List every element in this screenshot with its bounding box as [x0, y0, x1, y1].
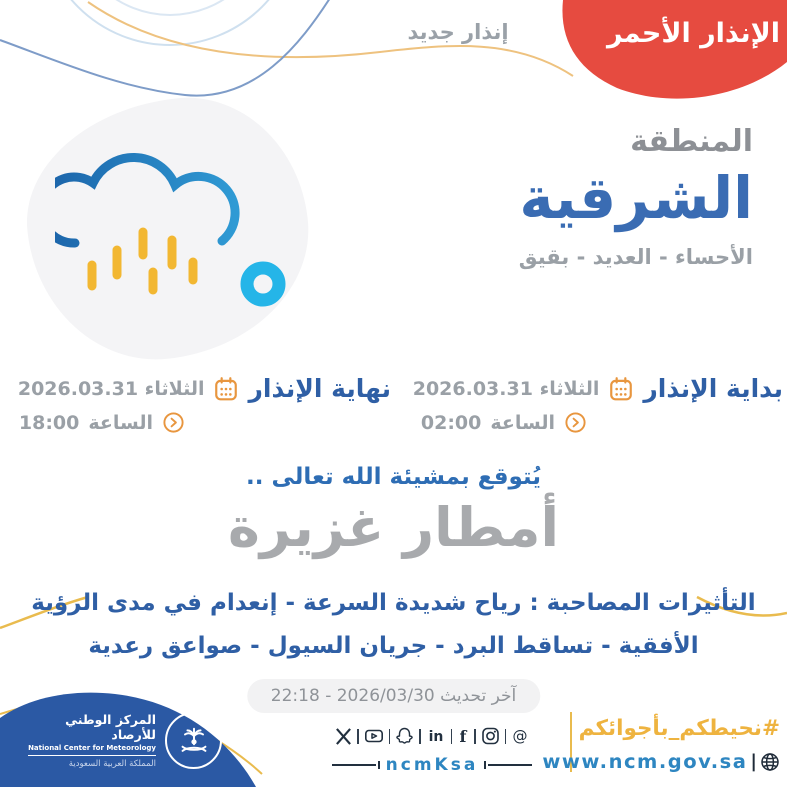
handle-line	[488, 764, 532, 766]
svg-text:in: in	[428, 729, 443, 745]
alert-start-time: 02:00	[420, 411, 482, 434]
icon-separator	[419, 729, 421, 744]
social-block	[312, 724, 552, 775]
forecast-phenomenon: أمطار غزيرة	[228, 496, 559, 559]
ncm-title-ar: المركز الوطني للأرصاد	[65, 712, 156, 742]
social-handle[interactable]: ncmKsa	[385, 755, 479, 775]
icon-separator	[357, 729, 359, 744]
alert-end-day: الثلاثاء	[144, 377, 205, 400]
social-handle-row	[312, 755, 552, 775]
red-alert-blob	[555, 0, 787, 112]
red-alert-badge-label: الإنذار الأحمر	[606, 18, 780, 49]
forecast-intro: يُتوقع بمشيئة الله تعالى ..	[246, 464, 541, 490]
ncm-logo	[26, 712, 222, 769]
alert-end-date-row	[18, 374, 391, 403]
alert-start-block	[413, 374, 783, 434]
region-label: المنطقة	[630, 124, 753, 159]
icon-separator	[451, 729, 453, 744]
instagram-icon[interactable]	[481, 727, 500, 745]
icon-separator	[474, 729, 476, 744]
threads-icon[interactable]	[511, 727, 529, 745]
region-areas: الأحساء - العديد - بقيق	[518, 244, 753, 269]
youtube-icon[interactable]	[364, 727, 384, 745]
ncm-emblem-icon	[165, 712, 222, 769]
forecast-impacts	[0, 582, 787, 668]
ncm-country-label: المملكة العربية السعودية	[68, 759, 156, 769]
rain-cloud-icon	[55, 125, 245, 305]
website-pipe: |	[750, 751, 757, 772]
x-icon[interactable]	[335, 728, 352, 745]
impacts-line-1: التأثيرات المصاحبة : رياح شديدة السرعة - إنعدام في مدى الرؤية	[31, 590, 756, 616]
alert-end-block	[18, 374, 391, 434]
social-icons-row	[312, 724, 552, 748]
website-url[interactable]: www.ncm.gov.sa	[542, 750, 748, 773]
alert-end-date: 2026.03.31	[17, 377, 139, 400]
clock-chevron-icon	[564, 411, 587, 434]
alert-start-title: بداية الإنذار	[643, 374, 783, 403]
alert-end-time: 18:00	[18, 411, 80, 434]
clock-chevron-icon	[162, 411, 185, 434]
handle-tick	[484, 761, 486, 769]
alert-end-time-row	[18, 411, 185, 434]
svg-text:f: f	[459, 727, 467, 745]
impacts-line-2: الأفقية - تساقط البرد - جريان السيول - صواعق رعدية	[88, 633, 699, 659]
alert-start-day: الثلاثاء	[539, 377, 600, 400]
alert-start-hour-label: الساعة	[490, 411, 555, 434]
facebook-icon[interactable]	[457, 727, 469, 745]
ncm-title-en: National Center for Meteorology	[28, 744, 156, 756]
campaign-hashtag: #نحيطكم_بأجوائكم	[578, 716, 780, 741]
alert-start-date: 2026.03.31	[412, 377, 533, 400]
region-block	[519, 124, 753, 269]
website-row	[542, 750, 780, 773]
ring-decoration-icon	[238, 259, 288, 309]
alert-end-hour-label: الساعة	[88, 411, 153, 434]
icon-separator	[389, 729, 391, 744]
handle-tick	[378, 761, 380, 769]
globe-icon	[760, 752, 780, 772]
last-update-badge: آخر تحديث 2026/03/30 - 22:18	[247, 679, 540, 713]
region-name: الشرقية	[519, 164, 753, 232]
handle-line	[332, 764, 376, 766]
calendar-icon	[608, 376, 634, 402]
calendar-icon	[213, 376, 239, 402]
svg-text:@: @	[512, 727, 528, 745]
rain-drops-icon	[92, 232, 193, 290]
alert-end-title: نهاية الإنذار	[248, 374, 391, 403]
new-alert-label: إنذار جديد	[407, 20, 509, 44]
linkedin-icon[interactable]	[426, 727, 446, 745]
alert-start-date-row	[413, 374, 783, 403]
icon-separator	[505, 729, 507, 744]
snapchat-icon[interactable]	[395, 727, 414, 745]
alert-start-time-row	[413, 411, 587, 434]
